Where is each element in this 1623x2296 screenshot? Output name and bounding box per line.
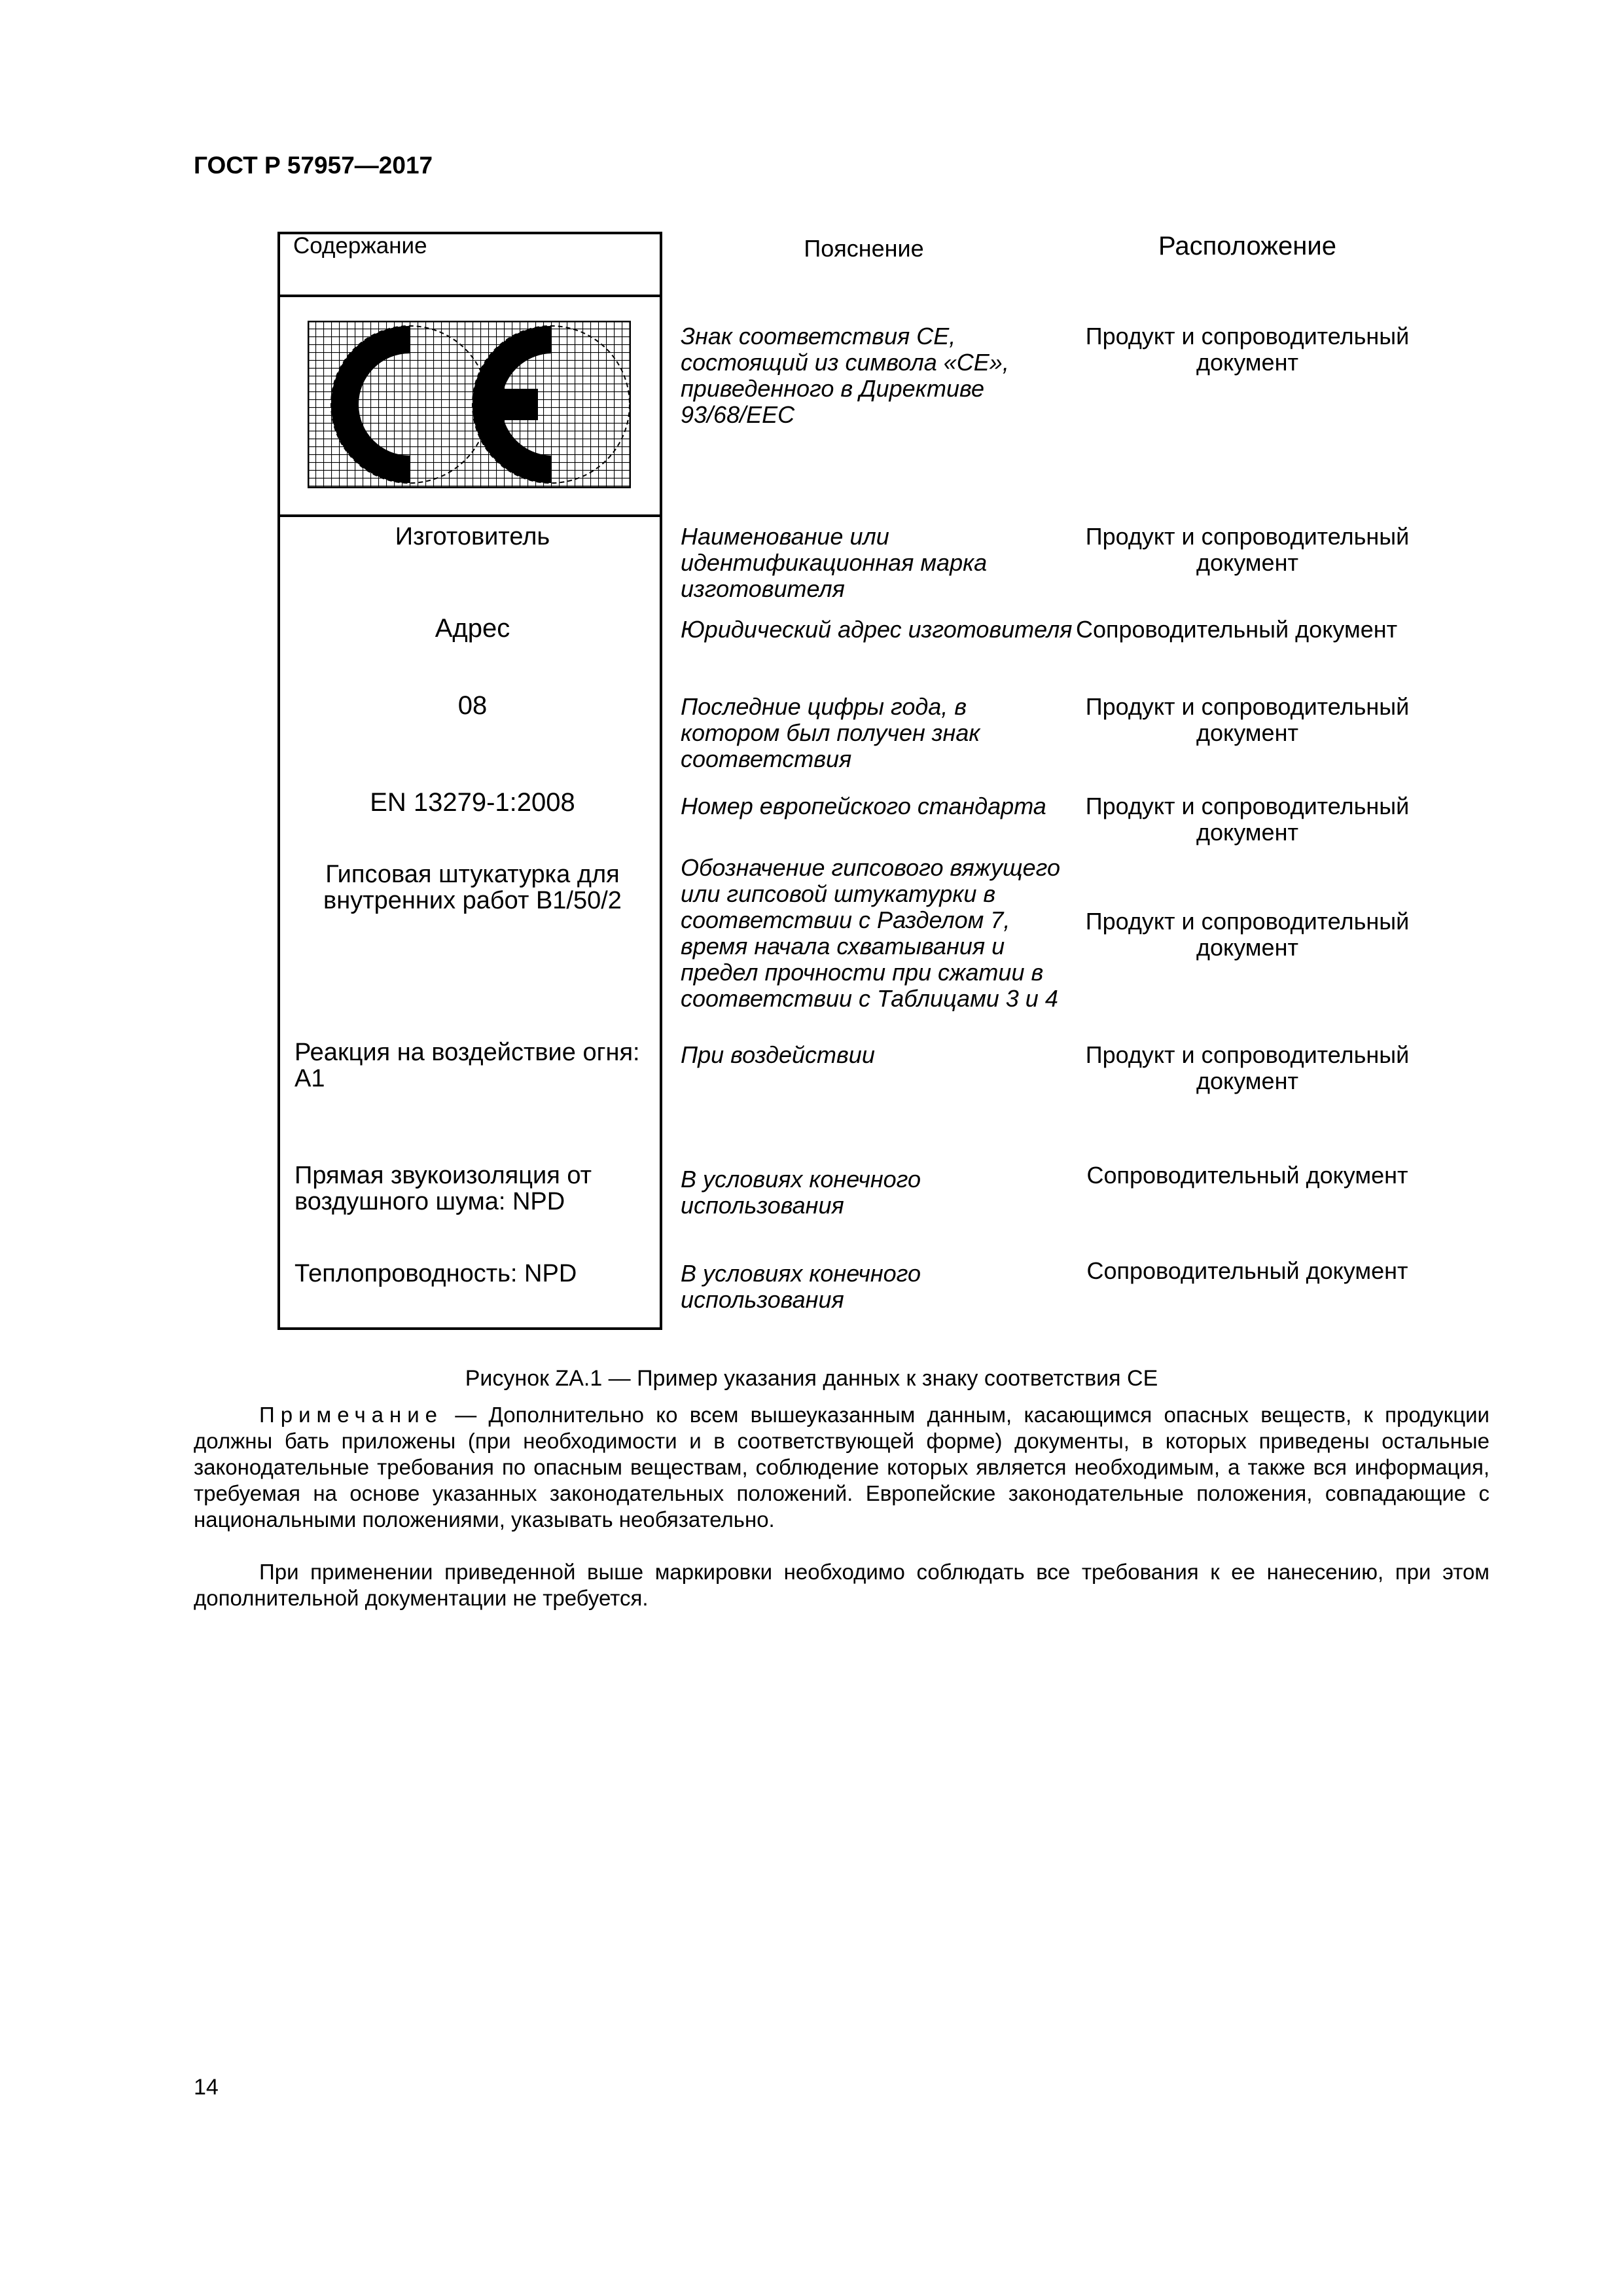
ce-divider — [280, 514, 660, 517]
header-explanation: Пояснение — [804, 235, 924, 262]
row-plaster-location: Продукт и сопроводительный документ — [1085, 908, 1410, 961]
header-location: Расположение — [1158, 232, 1336, 260]
row-address-explanation: Юридический адрес изготовителя — [681, 616, 1073, 643]
row-year-explanation: Последние цифры года, в котором был получен знак соответствия — [681, 693, 980, 772]
row-manufacturer-explanation: Наименование или идентификационная марка изготовителя — [681, 523, 988, 602]
header-divider — [280, 295, 660, 297]
row-plaster-explanation: Обозначение гипсового вяжущего или гипсовой штукатурки в соответствии с Разделом 7, время начала схватывания и предел прочности при сжатии в соответствии с Таблицами 3 и 4 — [681, 854, 1060, 1012]
row-year-content: 08 — [457, 691, 488, 720]
row-thermal-explanation: В условиях конечного использования — [681, 1260, 921, 1313]
row-standard-content: EN 13279-1:2008 — [370, 788, 575, 817]
row-ce-location: Продукт и сопроводительный документ — [1085, 323, 1410, 376]
note-paragraph — [194, 1402, 1489, 1533]
header-content: Содержание — [293, 233, 427, 259]
row-sound-location: Сопроводительный документ — [1086, 1162, 1408, 1189]
document-header: ГОСТ Р 57957—2017 — [194, 152, 433, 179]
row-standard-explanation: Номер европейского стандарта — [681, 793, 1046, 819]
note-label: Примечание — [259, 1403, 444, 1427]
body-paragraph: При применении приведенной выше маркировки необходимо соблюдать все требования к ее нанесению, при этом дополнительной документации не требуется. — [194, 1560, 1489, 1610]
row-address-content: Адрес — [435, 614, 510, 643]
page-number: 14 — [194, 2075, 219, 2100]
row-standard-location: Продукт и сопроводительный документ — [1085, 793, 1410, 846]
row-manufacturer-content: Изготовитель — [395, 523, 550, 550]
row-thermal-content: Теплопроводность: NPD — [294, 1260, 577, 1287]
row-fire-explanation: При воздействии — [681, 1041, 875, 1068]
row-fire-location: Продукт и сопроводительный документ — [1085, 1041, 1410, 1094]
ce-mark-graphic — [308, 321, 631, 488]
row-manufacturer-location: Продукт и сопроводительный документ — [1085, 523, 1410, 576]
note-text: — Дополнительно ко всем вышеуказанным данным, касающимся опасных веществ, к продукции должны бать приложены (при необходимости и в соответствующей форме) документы, в которых приведены остальные законодательные требования по опасным веществам, соблюдение которых является необходимым, а также вся информация, требуемая на основе указанных законодательных положений. Европейские законодательные положения, совпадающие с национальными положениями, указывать необязательно. — [194, 1403, 1489, 1532]
row-ce-explanation: Знак соответствия CE, состоящий из символа «CE», приведенного в Директиве 93/68/EEC — [681, 323, 1009, 428]
row-address-location: Сопроводительный документ — [1076, 616, 1398, 643]
row-fire-content: Реакция на воздействие огня: А1 — [294, 1039, 640, 1092]
row-plaster-content: Гипсовая штукатурка для внутренних работ В1/50/2 — [323, 861, 622, 914]
row-sound-explanation: В условиях конечного использования — [681, 1166, 921, 1219]
row-thermal-location: Сопроводительный документ — [1086, 1257, 1408, 1284]
figure-caption: Рисунок ZA.1 — Пример указания данных к знаку соответствия CE — [465, 1366, 1158, 1391]
row-year-location: Продукт и сопроводительный документ — [1085, 693, 1410, 746]
row-sound-content: Прямая звукоизоляция от воздушного шума: NPD — [294, 1162, 592, 1215]
